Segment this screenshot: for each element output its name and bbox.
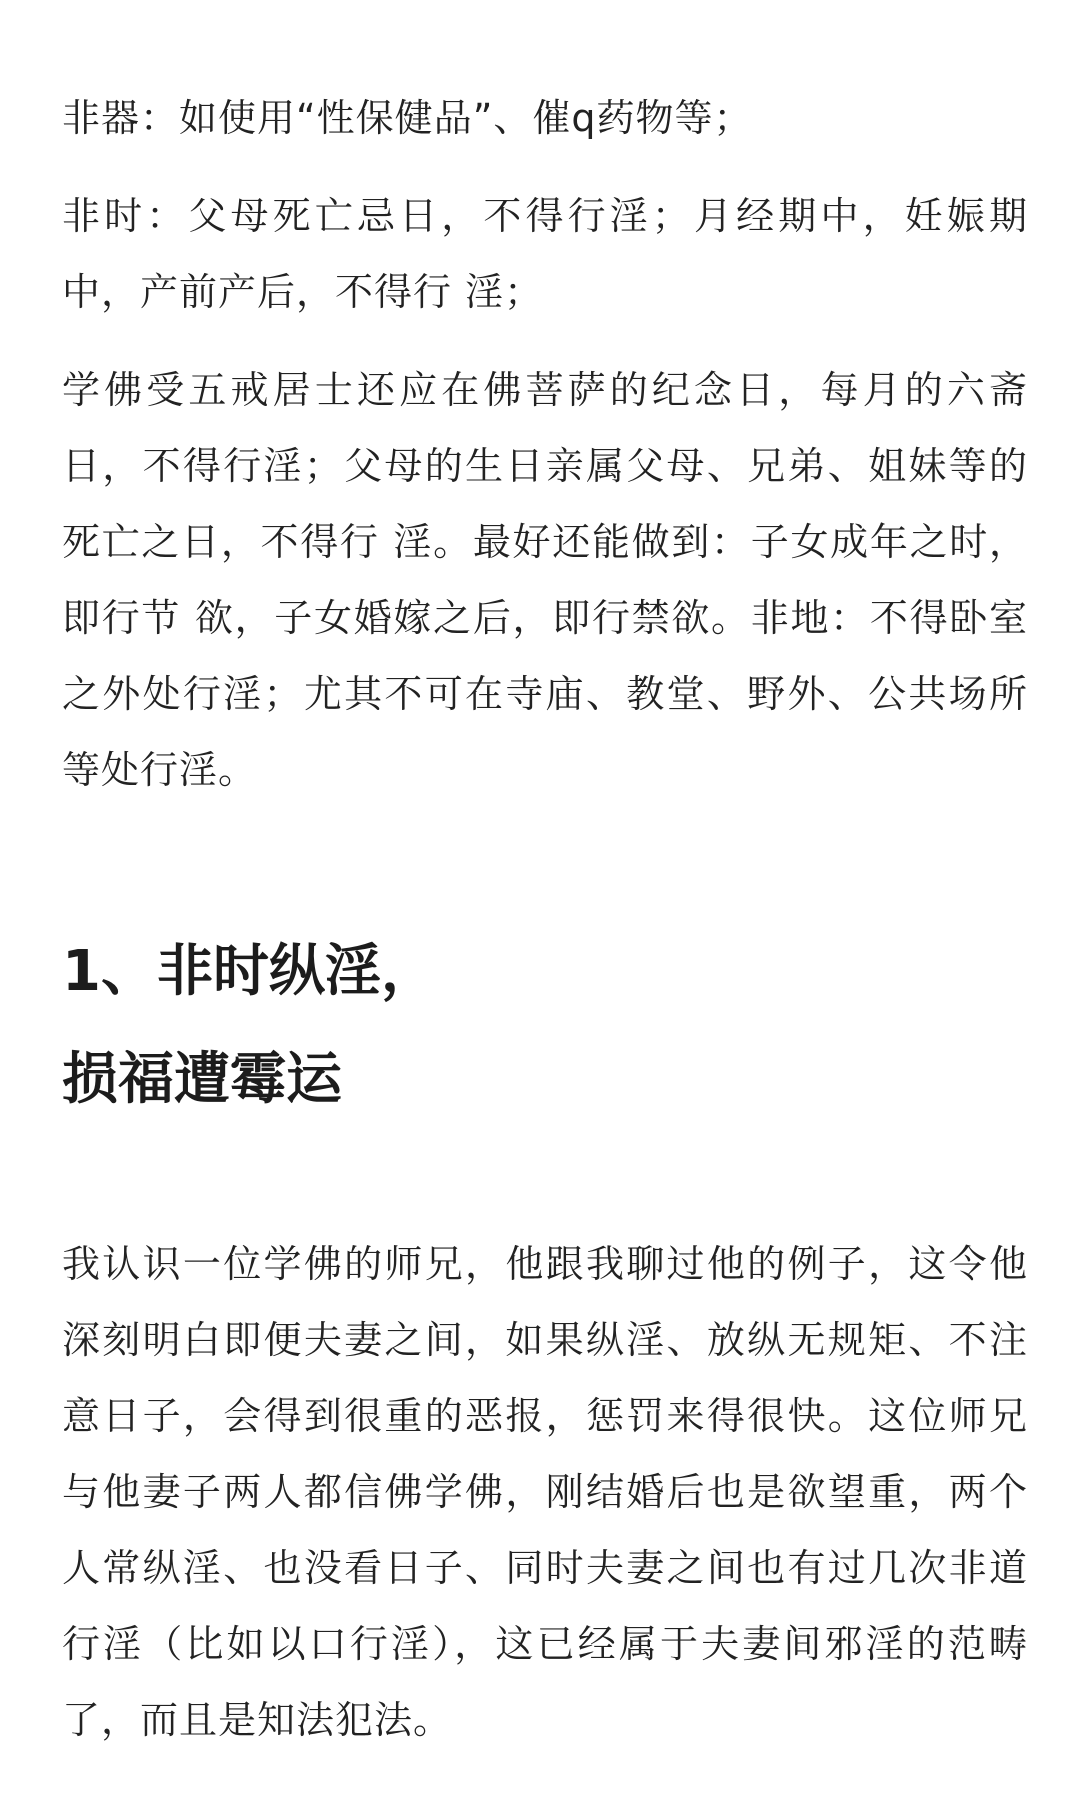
section-heading-line-2: 损福遭霉运 xyxy=(62,1047,342,1112)
section-heading xyxy=(62,918,1028,1134)
paragraph-non-time: 非时：父母死亡忌日，不得行淫；月经期中，妊娠期中，产前产后，不得行 淫； xyxy=(62,194,1028,314)
article-body xyxy=(62,80,1028,1758)
paragraph-example: 我认识一位学佛的师兄，他跟我聊过他的例子，这令他深刻明白即便夫妻之间，如果纵淫、放纵无规矩、不注意日子，会得到很重的恶报，惩罚来得很快。这位师兄与他妻子两人都信佛学佛，刚结婚后也是欲望重，两个人常纵淫、也没看日子、同时夫妻之间也有过几次非道行淫（比如以口行淫），这已经属于夫妻间邪淫的范畴了，而且是知法犯法。 xyxy=(62,1242,1028,1742)
paragraph-non-instrument: 非器：如使用“性保健品”、催q药物等； xyxy=(62,96,753,140)
section-heading-line-1: 1、非时纵淫， xyxy=(62,939,437,1004)
paragraph-precepts: 学佛受五戒居士还应在佛菩萨的纪念日，每月的六斋日，不得行淫；父母的生日亲属父母、兄弟、姐妹等的死亡之日，不得行 淫。最好还能做到：子女成年之时，即行节 欲，子女婚嫁之后，即行禁欲。非地：不得卧室之外处行淫；尤其不可在寺庙、教堂、野外、公共场所等处行淫。 xyxy=(62,368,1028,792)
